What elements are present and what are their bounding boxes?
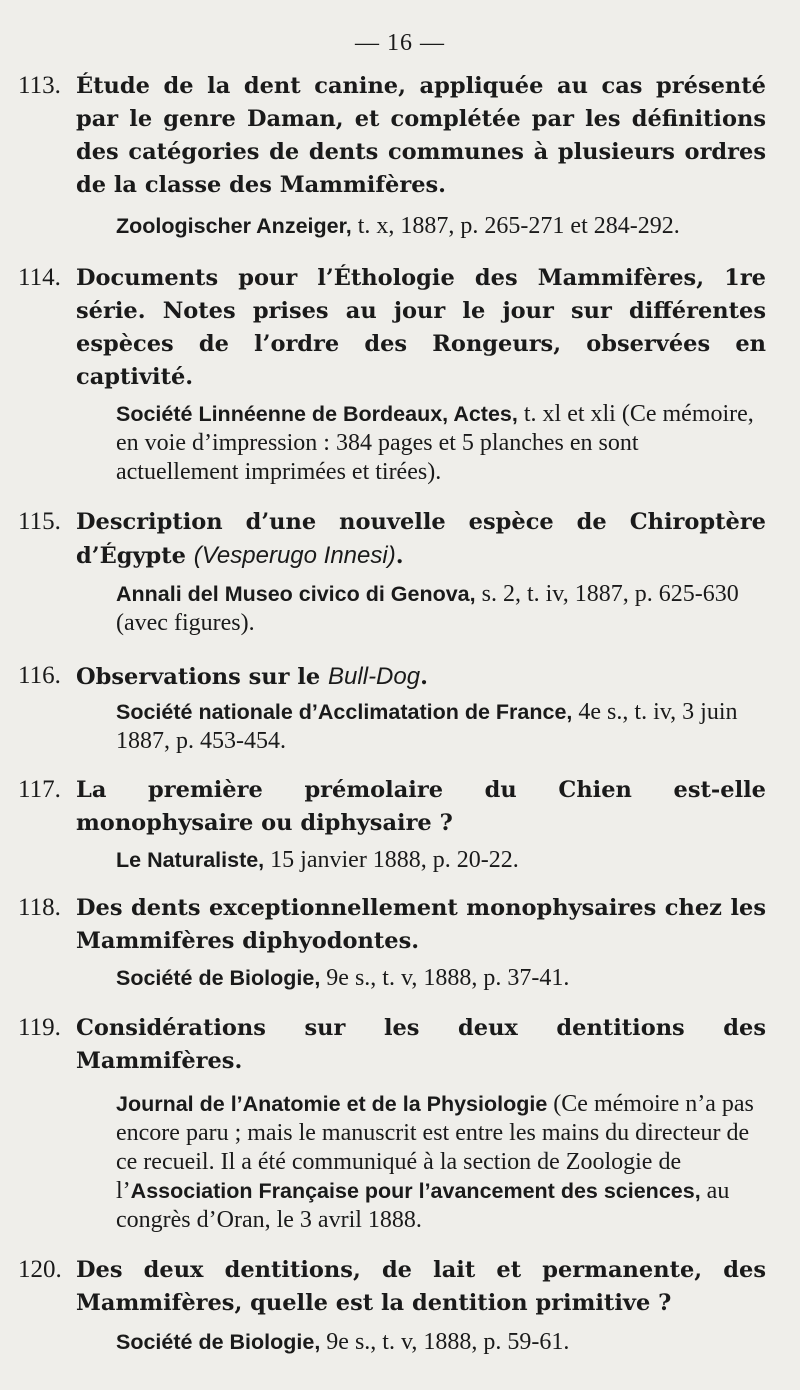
entry-title-text: Observations sur le	[76, 664, 329, 690]
entry-title: Considérations sur les deux dentitions des Mammifères.	[76, 1015, 766, 1074]
entry-source	[116, 1090, 766, 1235]
entry-number: 117.	[18, 776, 61, 803]
source-details: 4e s., t. iv, 3 juin 1887, p. 453-454.	[116, 699, 738, 754]
source-details: t. xl et xli (Ce mémoire, en voie d’impression : 384 pages et 5 planches en sont actuellement imprimées et tirées).	[116, 401, 754, 485]
entry-title: Documents pour l’Éthologie des Mammifères, 1re série. Notes prises au jour le jour sur différentes espèces de l’ordre des Rongeurs, observées en captivité.	[76, 265, 766, 390]
association-name: Association Française pour l’avancement des sciences,	[130, 1179, 701, 1203]
entry-source	[116, 1328, 766, 1357]
source-venue: Zoologischer Anzeiger,	[116, 214, 352, 238]
source-details: (Ce mémoire n’a pas encore paru ; mais le manuscrit est entre les mains du directeur de ce recueil. Il a été communiqué à la section de Zoologie de l’	[116, 1091, 754, 1204]
entry-title-end: .	[420, 664, 428, 690]
source-details: 15 janvier 1888, p. 20-22.	[264, 847, 519, 873]
source-details: t. x, 1887, p. 265-271 et 284-292.	[351, 213, 680, 239]
entry-title: Des deux dentitions, de lait et permanente, des Mammifères, quelle est la dentition primitive ?	[76, 1257, 766, 1316]
source-venue: Société de Biologie,	[116, 1330, 321, 1354]
entry-number: 119.	[18, 1014, 61, 1041]
entry-source	[116, 698, 766, 756]
entry-source	[116, 212, 766, 241]
source-details-end: au congrès d’Oran, le 3 avril 1888.	[116, 1178, 730, 1233]
entry-number: 114.	[18, 264, 61, 291]
entry-source	[116, 400, 766, 487]
entry-title-end: .	[395, 543, 404, 569]
source-details: s. 2, t. iv, 1887, p. 625-630 (avec figures).	[116, 581, 739, 636]
entry-source	[116, 964, 766, 993]
entry-title: Des dents exceptionnellement monophysaires chez les Mammifères diphyodontes.	[76, 895, 766, 954]
source-details: 9e s., t. v, 1888, p. 37-41.	[320, 965, 570, 991]
breed-name: Bull-Dog	[328, 663, 421, 690]
source-venue: Le Naturaliste,	[116, 848, 265, 872]
species-name: (Vesperugo Innesi)	[193, 542, 396, 569]
source-details: 9e s., t. v, 1888, p. 59-61.	[320, 1329, 570, 1355]
source-venue: Société nationale d’Acclimatation de France,	[116, 700, 573, 724]
source-venue: Journal de l’Anatomie et de la Physiologie	[116, 1092, 548, 1116]
entry-source	[116, 580, 766, 638]
entry-title-text: Description d’une nouvelle espèce de Chiroptère d’Égypte	[76, 509, 766, 569]
entry-number: 113.	[18, 72, 61, 99]
source-venue: Société de Biologie,	[116, 966, 321, 990]
source-venue: Annali del Museo civico di Genova,	[116, 582, 476, 606]
source-venue: Société Linnéenne de Bordeaux, Actes,	[116, 402, 518, 426]
entry-number: 116.	[18, 662, 61, 689]
entry-title	[76, 660, 766, 694]
entry-number: 120.	[18, 1256, 62, 1283]
entry-source	[116, 846, 766, 875]
entry-title	[76, 506, 766, 573]
entry-number: 118.	[18, 894, 61, 921]
entry-number: 115.	[18, 508, 61, 535]
entry-title: La première prémolaire du Chien est-elle monophysaire ou diphysaire ?	[76, 777, 766, 836]
entry-title: Étude de la dent canine, appliquée au cas présenté par le genre Daman, et complétée par les définitions des catégories de dents communes à plusieurs ordres de la classe des Mammifères.	[76, 73, 766, 198]
page-number: — 16 —	[355, 30, 445, 56]
